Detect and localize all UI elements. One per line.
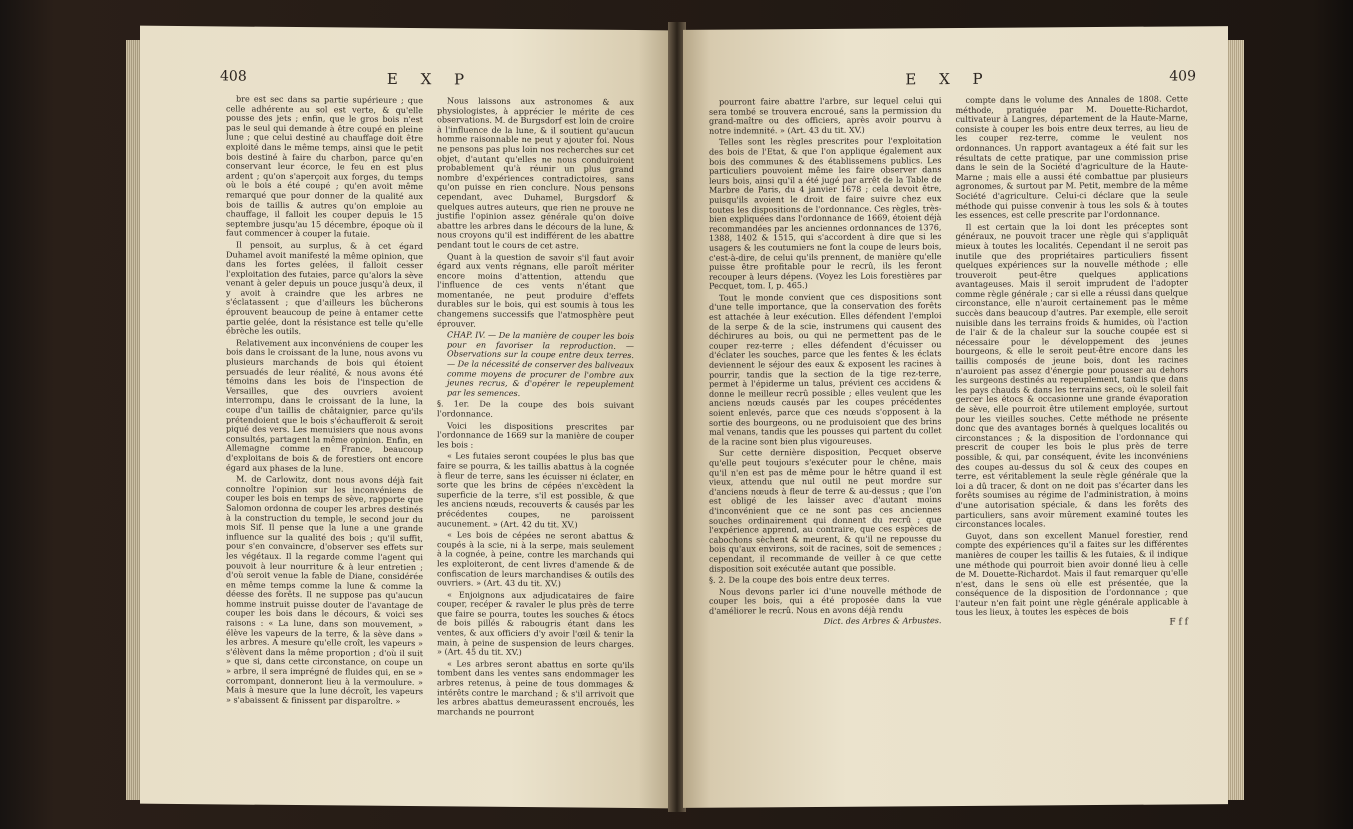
running-head-right [709,68,1196,97]
left-column-2 [437,96,634,720]
page-number-right: 409 [1169,68,1196,85]
running-head-left [220,68,634,98]
paragraph: Nous laissons aux astronomes & aux physiologistes, à apprécier le mérite de ces observations. M. de Burgsdorf est loin de croire à l'influence de la lune, & il soutient qu'aucun homme raisonnable ne peut y ajouter foi. Nous ne pensons pas plus loin nos recherches sur cet objet, d'autant qu'elles ne nous conduiroient probablement qu'à réunir un plus grand nombre d'expériences contradictoires, sans qu'on puisse en rien conclure. Nous pensons cependant, avec Duhamel, Burgsdorf & quelques autres auteurs, que rien ne prouve ne justifie l'opinion assez générale qu'on doive abattre les arbres dans le décours de la lune, & nous croyons qu'il est indifférent de les abattre pendant tout le cours de cet astre. [437,95,634,251]
catchword-footer: Dict. des Arbres & Arbustes. [823,615,942,627]
paragraph: M. de Carlowitz, dont nous avons déjà fait connoître l'opinion sur les inconvéniens de couper les bois en temps de sève, rapporte que Salomon ordonna de couper les arbres destinés à la construction du temple, le second jour du mois Sif. Il pense que la lune a une grande influence sur la qualité des bois ; qu'il suffit, pour s'en convaincre, d'observer ses effets sur les végétaux. Il la regarde comme l'agent qui pouvoit à leur nourriture & à leur entretien ; d'où seroit venue la fable de Diane, considérée en même temps comme la lune & comme la déesse des forêts. Il ne suppose pas qu'aucun homme instruit puisse douter de l'avantage de couper les bois dans le décours, & voici ses raisons : « La lune, dans son mouvement, » élève les vapeurs de la terre, & la sève dans » les arbres. A mesure qu'elle croît, les vapeurs » s'élèvent dans la même proportion ; d'où il suit » que si, dans cette circonstance, on coupe un » arbre, il sera imprégné de fluides qui, en se » corrompant, donneront lieu à la vermoulure. » Mais à mesure que la lune décroît, les vapeurs » s'abaissent & finissent par disparoître. » [226,473,423,706]
paragraph: compte dans le volume des Annales de 1808. Cette méthode, pratiquée par M. Douette-Richardot, cultivateur à Langres, département de la Haute-Marne, consiste à couper les bois entre deux terres, au lieu de les couper rez-terre, comme le veulent nos ordonnances. Un rapport avantageux a été fait sur les résultats de cette pratique, par une commission prise dans le sein de la Société d'agriculture de la Haute-Marne ; mais elle a aussi été combattue par plusieurs agronomes, & surtout par M. Petit, membre de la même Société d'agriculture. Celui-ci déclare que la seule méthode qui puisse convenir à tous les sols & à toutes les essences, est celle prescrite par l'ordonnance. [955,93,1188,221]
paragraph: Il pensoit, au surplus, & à cet égard Duhamel avoit manifesté la même opinion, que dans les fortes gelées, il falloit cesser l'exploitation des futaies, parce qu'alors la sève venant à geler depuis un pouce jusqu'à deux, il y avoit à craindre que les arbres ne s'éclatassent ; que d'ailleurs les bûcherons éprouvent beaucoup de peine à entamer cette partie gelée, dont la résistance est telle qu'elle ébrèche les outils. [226,239,423,337]
paragraph: Telles sont les règles prescrites pour l'exploitation des bois de l'Etat, & que l'on applique également aux bois des communes & des établissemens publics. Les particuliers pouvoient même les faire observer dans leurs bois, ainsi qu'il a été jugé par arrêt de la Table de Marbre de Paris, du 4 janvier 1678 ; cela devoit être, puisqu'ils avoient le droit de faire suivre chez eux toutes les dispositions de l'ordonnance. Ces règles, très-bien expliquées dans l'ordonnance de 1669, étoient déjà recommandées par les anciennes ordonnances de 1376, 1388, 1402 & 1515, qui s'accordent à dire que si les usagers & les coutumiers ne font la coupe de leurs bois, c'est-à-dire, de celui qu'ils prennent, de manière qu'elle puisse être profitable pour le recrû, ils les feront recouper à leurs dépens. (Voyez les Lois forestières par Pecquet, tom. I, p. 465.) [709,135,942,292]
paragraph: Tout le monde convient que ces dispositions sont d'une telle importance, que la conservation des forêts est attachée à leur exécution. Elles défendent l'emploi de la serpe & de la scie, instrumens qui causent des déchirures au bois, ou qui ne permettent pas de le couper rez-terre ; elles défendent d'écuisser ou d'éclater les souches, parce que les fentes & les éclats deviennent le séjour des eaux & exposent les racines à pourrir, tandis que la section de la tige rez-terre, permet à l'épiderme un talus, prévient ces accidens & donne le meilleur recrû possible ; elles veulent que les anciens nœuds causés par les coupes précédentes soient enlevés, parce que ces nœuds s'opposent à la sortie des bourgeons, ou ne produisoient que des brins mal venans, tandis que les pousses qui partent du collet de la racine sont bien plus vigoureuses. [709,290,942,447]
page-number-left: 408 [220,68,247,85]
paragraph: Sur cette dernière disposition, Pecquet observe qu'elle peut toujours s'exécuter pour le chêne, mais qu'il n'en est pas de même pour le hêtre quand il est vieux, attendu que nul outil ne peut mordre sur d'anciens nœuds à fleur de terre & au-dessus ; que l'on est obligé de les laisser avec d'autant moins d'inconvénient que ce ne sont pas ces anciennes souches ordinairement qui donnent du recrû ; que l'expérience apprend, au contraire, que ces espèces de cabochons sèchent & meurent, & qu'il ne repousse du bois qu'aux environs, soit de racines, soit de semences ; cependant, il recommande de veiller à ce que cette disposition soit exécutée autant que possible. [709,446,942,574]
paragraph: Relativement aux inconvéniens de couper les bois dans le croissant de la lune, nous avons vu plusieurs marchands de bois qui étoient persuadés de leur réalité, & nous avons été témoins dans les bois de l'inspection de Versailles, que des ouvriers avoient interrompu, dans le croissant de la lune, la coupe d'un taillis de châtaignier, parce qu'ils prétendoient que le bois s'échaufferoit & seroit piqué des vers. Les menuisiers que nous avons consultés, partagent la même opinion. Enfin, en Allemagne comme en France, beaucoup d'exploitans de bois & de forestiers ont encore égard aux phases de la lune. [226,337,423,474]
paragraph: Guyot, dans son excellent Manuel forestier, rend compte des expériences qu'il a faites sur les différentes manières de couper les taillis & les futaies, & il indique une méthode qui pourroit bien avoir donné lieu à celle de M. Douette-Richardot. Mais il faut remarquer qu'elle n'est, dans le sens où elle est présentée, que la conséquence de la disposition de l'ordonnance ; que l'auteur n'en fait point une règle générale applicable à tous les lieux, à toutes les espèces de bois [955,529,1188,618]
quotation: « Enjoignons aux adjudicataires de faire couper, recéper & ravaler le plus près de terre que faire se pourra, toutes les souches & étocs de bois pillés & rabougris étant dans les ventes, & aux officiers d'y avoir l'œil & tenir la main, à peine de suspension de leurs charges. » (Art. 45 du tit. XV.) [437,589,634,658]
left-page-columns [226,94,634,720]
right-page [683,26,1228,808]
printer-signature: F f f [1169,617,1188,628]
right-column-1 [709,96,942,631]
right-column-2 [956,94,1189,629]
paragraph: Nous devons parler ici d'une nouvelle méthode de couper les bois, qui a été proposée dans la vue d'améliorer le recrû. Nous en avons déjà rendu [709,584,942,616]
running-head-title-left: E X P [386,69,474,89]
running-head-title-right: E X P [905,69,992,89]
quotation: « Les futaies seront coupées le plus bas que faire se pourra, & les taillis abattus à la cognée à fleur de terre, sans les écuisser ni éclater, en sorte que les brins de cépées n'excèdent la superficie de la terre, s'il est possible, & que les anciens nœuds, recouverts & causés par les précédentes coupes, ne paroissent aucunement. » (Art. 42 du tit. XV.) [437,450,634,530]
chapter-summary: CHAP. IV. — De la manière de couper les bois pour en favoriser la reproduction. — Observations sur la coupe entre deux terres. — De la nécessité de conserver des baliveaux comme moyens de procurer de l'ombre aux jeunes recrus, & d'opérer le repeuplement par les semences. [447,329,634,398]
paragraph: Quant à la question de savoir s'il faut avoir égard aux vents régnans, elle paroît mériter encore moins d'attention, attendu que l'influence de ces vents n'étant que momentanée, ne peut produire d'effets durables sur le bois, qui est soumis à tous les changemens successifs que l'atmosphère peut éprouver. [437,250,634,329]
left-column-1 [226,94,423,718]
paragraph: pourront faire abattre l'arbre, sur lequel celui qui sera tombé se trouvera encroué, sans la permission du grand-maître ou des officiers, après avoir pourvu à notre indemnité. » (Art. 43 du tit. XV.) [709,95,942,136]
paragraph: Voici les dispositions prescrites par l'ordonnance de 1669 sur la manière de couper les bois : [437,419,634,450]
section-heading: §. 1er. De la coupe des bois suivant l'ordonnance. [437,398,634,419]
quotation: « Les bois de cépées ne seront abattus & coupés à la scie, ni à la serpe, mais seulement à la cognée, à peine, contre les marchands qui les exploiteront, de cent livres d'amende & de confiscation de leurs marchandises & outils des ouvriers. » (Art. 43 du tit. XV.) [437,529,634,589]
left-page [140,26,670,809]
paragraph: Il est certain que la loi dont les préceptes sont généraux, ne pouvoit tracer une règle qui s'appliquât mieux à toutes les localités. Cependant il ne seroit pas inutile que des propriétaires particuliers fissent quelques expériences sur la nouvelle méthode ; elle trouveroit peut-être quelques applications avantageuses. Mais il seroit imprudent de l'adopter comme règle générale ; car si elle a réussi dans quelque circonstance, elle n'auroit certainement pas le même succès dans beaucoup d'autres. Par exemple, elle seroit nuisible dans les terrains froids & humides, où l'action de l'air & de la chaleur sur la souche coupée est si nécessaire pour le développement des jeunes bourgeons, & elle le seroit peut-être encore dans les taillis composés de jeune bois, dont les racines n'auroient pas assez d'énergie pour pousser au dehors les surgeons destinés au repeuplement, tandis que dans les pays chauds & dans les terrains secs, où le soleil fait gercer les étocs & occasionne une grande évaporation de sève, elle pourroit être utilement employée, surtout pour les vieilles souches. Cette méthode ne présente donc que des avantages bornés à quelques localités ou circonstances ; & la disposition de l'ordonnance qui prescrit de couper les bois le plus près de terre possible, & qui, par conséquent, évite les inconvéniens des coupes au-dessus du sol & ceux des coupes en terre, est véritablement la seule règle générale que la loi a dû tracer, & dont on ne doit pas s'écarter dans les forêts soumises au régime de l'administration, à moins d'une autorisation spéciale, & dans les forêts des particuliers, sans avoir mûrement examiné toutes les circonstances locales. [955,220,1188,530]
page-edges-right [1226,40,1244,800]
paragraph: bre est sec dans sa partie supérieure ; que celle adhérente au sol est verte, & qu'elle pousse des jets ; enfin, que le gros bois n'est pas le seul qui demande à être coupé en pleine lune ; que celui destiné au chauffage doit être exploité dans le même temps, ainsi que le petit bois destiné à faire du charbon, parce qu'en conservant leur écorce, le feu en est plus ardent ; qu'on s'aperçoit aux forges, du temps où le bois a été coupé ; qu'en avoit même remarqué que pour donner de la qualité aux bois de taillis & autres qu'on emploie au chauffage, il falloit les couper depuis le 15 septembre jusqu'au 15 décembre, époque où il faut commencer à couper la futaie. [226,93,423,240]
section-heading: §. 2. De la coupe des bois entre deux terres. [709,573,890,585]
quotation: « Les arbres seront abattus en sorte qu'ils tombent dans les ventes sans endommager les arbres retenus, à peine de tous dommages & intérêts contre le marchand ; & s'il arrivoit que les arbres abattus demeurassent encroués, les marchands ne pourront [437,658,634,717]
right-page-columns [709,94,1188,631]
